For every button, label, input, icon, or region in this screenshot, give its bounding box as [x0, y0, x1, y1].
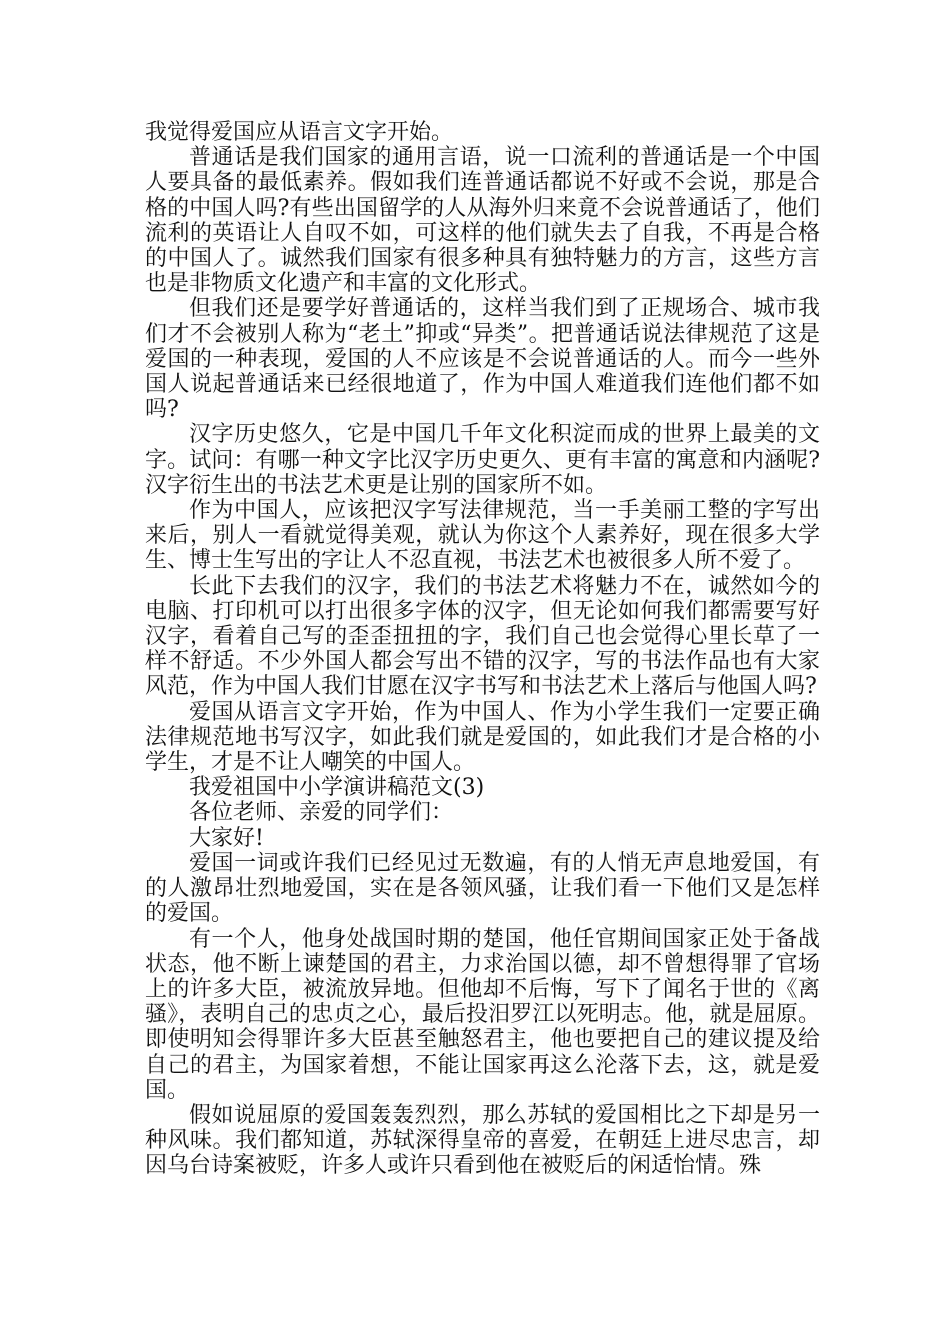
paragraph: 汉字历史悠久，它是中国几千年文化积淀而成的世界上最美的文字。试问：有哪一种文字比汉字历史更久、更有丰富的寓意和内涵呢?汉字衍生出的书法艺术更是让别的国家所不如。	[145, 422, 820, 498]
paragraph: 有一个人，他身处战国时期的楚国，他任官期间国家正处于备战状态，他不断上谏楚国的君主，力求治国以德，却不曾想得罪了官场上的许多大臣，被流放异地。但他却不后悔，写下了闻名于世的《离骚》，表明自己的忠贞之心，最后投汨罗江以死明志。他，就是屈原。即使明知会得罪许多大臣甚至触怒君主，他也要把自己的建议提及给自己的君主，为国家着想，不能让国家再这么沦落下去，这，就是爱国。	[145, 926, 820, 1103]
paragraph: 假如说屈原的爱国轰轰烈烈，那么苏轼的爱国相比之下却是另一种风味。我们都知道，苏轼深得皇帝的喜爱，在朝廷上进尽忠言，却因乌台诗案被贬，许多人或许只看到他在被贬后的闲适怡情。殊	[145, 1102, 820, 1179]
section-title: 我爱祖国中小学演讲稿范文(3)	[189, 775, 485, 801]
paragraph: 爱国一词或许我们已经见过无数遍，有的人悄无声息地爱国，有的人激昂壮烈地爱国，实在是各领风骚，让我们看一下他们又是怎样的爱国。	[145, 850, 820, 927]
greeting: 大家好!	[189, 825, 264, 851]
paragraph: 长此下去我们的汉字，我们的书法艺术将魅力不在，诚然如今的电脑、打印机可以打出很多字体的汉字，但无论如何我们都需要写好汉字，看着自己写的歪歪扭扭的字，我们自己也会觉得心里长草了一样不舒适。不少外国人都会写出不错的汉字，写的书法作品也有大家风范，作为中国人我们甘愿在汉字书写和书法艺术上落后与他国人吗?	[145, 573, 820, 700]
paragraph: 爱国从语言文字开始，作为中国人、作为小学生我们一定要正确法律规范地书写汉字，如此我们就是爱国的，如此我们才是合格的小学生，才是不让人嘲笑的中国人。	[145, 699, 820, 776]
document-body	[145, 120, 820, 1179]
paragraph: 我觉得爱国应从语言文字开始。	[145, 120, 454, 145]
paragraph: 但我们还是要学好普通话的，这样当我们到了正规场合、城市我们才不会被别人称为“老土”抑或“异类”。把普通话说法律规范了这是爱国的一种表现，爱国的人不应该是不会说普通话的人。而今一些外国人说起普通话来已经很地道了，作为中国人难道我们连他们都不如吗?	[145, 296, 820, 423]
salutation: 各位老师、亲爱的同学们：	[189, 800, 454, 826]
paragraph: 普通话是我们国家的通用言语，说一口流利的普通话是一个中国人要具备的最低素养。假如我们连普通话都说不好或不会说，那是合格的中国人吗?有些出国留学的人从海外归来竟不会说普通话了，他们流利的英语让人自叹不如，可这样的他们就失去了自我，不再是合格的中国人了。诚然我们国家有很多种具有独特魅力的方言，这些方言也是非物质文化遗产和丰富的文化形式。	[145, 145, 820, 297]
paragraph: 作为中国人，应该把汉字写法律规范，当一手美丽工整的字写出来后，别人一看就觉得美观，就认为你这个人素养好，现在很多大学生、博士生写出的字让人不忍直视，书法艺术也被很多人所不爱了。	[145, 498, 820, 574]
